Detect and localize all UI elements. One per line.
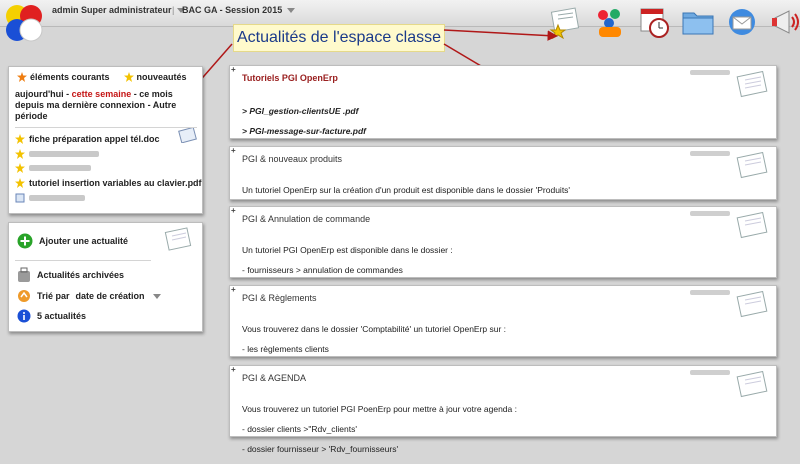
star-yellow-icon xyxy=(15,163,25,173)
date-label xyxy=(690,211,730,216)
expand-icon[interactable]: + xyxy=(231,365,236,374)
info-icon xyxy=(17,309,31,323)
news-line: Un tutoriel OpenErp sur la création d'un produit est disponible dans le dossier 'Produits' xyxy=(242,185,571,195)
period-separator: - xyxy=(66,89,70,99)
filter-new-label: nouveautés xyxy=(136,72,187,82)
date-label xyxy=(690,151,730,156)
newspaper-icon xyxy=(164,227,194,253)
news-line: - les règlements clients xyxy=(242,344,329,354)
news-count-label: 5 actualités xyxy=(37,311,87,321)
archives-label: Actualités archivées xyxy=(37,270,125,280)
news-line: Vous trouverez dans le dossier 'Comptabilité' un tutoriel OpenErp sur : xyxy=(242,324,507,334)
newspaper-icon xyxy=(736,371,770,399)
star-yellow-icon xyxy=(15,134,25,144)
file-item[interactable] xyxy=(15,193,85,203)
archive-bag-icon xyxy=(17,267,31,283)
period-week[interactable]: cette semaine xyxy=(71,89,132,99)
archives-link[interactable] xyxy=(17,267,124,283)
star-orange-icon xyxy=(17,72,27,82)
period-month[interactable]: ce mois xyxy=(139,89,173,99)
date-label xyxy=(690,70,730,75)
divider xyxy=(15,260,151,261)
news-line: - dossier clients >"Rdv_clients' xyxy=(242,424,357,434)
blurred-label xyxy=(29,195,85,201)
newspaper-icon xyxy=(736,291,770,319)
expand-icon[interactable]: + xyxy=(231,206,236,215)
filter-current-label: éléments courants xyxy=(30,72,110,82)
news-card[interactable] xyxy=(229,365,777,454)
date-label xyxy=(690,370,730,375)
news-body xyxy=(242,394,517,464)
filter-panel xyxy=(8,66,203,214)
news-line: - dossier fournisseur > 'Rdv_fournisseurs' xyxy=(242,444,399,454)
attachment-link[interactable]: > PGI-message-sur-facture.pdf xyxy=(242,126,366,136)
news-card[interactable] xyxy=(229,285,777,357)
filter-new[interactable] xyxy=(124,72,187,82)
sort-prefix: Trié par xyxy=(37,291,70,301)
chevron-down-icon xyxy=(153,294,161,299)
file-item[interactable] xyxy=(15,134,160,144)
add-news-button[interactable] xyxy=(17,233,128,249)
newspaper-icon xyxy=(736,152,770,180)
section-callout: Actualités de l'espace classe xyxy=(233,24,445,52)
blurred-label xyxy=(29,151,99,157)
period-separator: - xyxy=(147,100,151,110)
add-news-label: Ajouter une actualité xyxy=(39,236,129,246)
news-body xyxy=(242,175,570,205)
news-body xyxy=(242,96,366,146)
expand-icon[interactable]: + xyxy=(231,146,236,155)
session-name: BAC GA - Session 2015 xyxy=(182,5,283,15)
star-yellow-icon xyxy=(124,72,134,82)
user-name: admin Super administrateur xyxy=(52,5,172,15)
news-title: PGI & Règlements xyxy=(242,293,317,303)
expand-icon[interactable]: + xyxy=(231,285,236,294)
file-item[interactable] xyxy=(15,163,91,173)
blurred-label xyxy=(29,165,91,171)
date-label xyxy=(690,290,730,295)
attachment-link[interactable]: > PGI_gestion-clientsUE .pdf xyxy=(242,106,359,116)
star-yellow-icon xyxy=(15,149,25,159)
news-line: - fournisseurs > annulation de commandes xyxy=(242,265,403,275)
news-count xyxy=(17,309,86,323)
period-other-2[interactable]: période xyxy=(15,111,48,121)
news-card[interactable] xyxy=(229,146,777,200)
news-line: Un tutoriel PGI OpenErp est disponible dans le dossier : xyxy=(242,245,453,255)
filter-current[interactable] xyxy=(17,72,110,82)
file-label: fiche préparation appel tél.doc xyxy=(29,134,160,144)
newspaper-icon xyxy=(736,212,770,240)
newspaper-icon xyxy=(178,127,198,143)
divider: | xyxy=(172,5,175,15)
news-title: PGI & nouveaux produits xyxy=(242,154,343,164)
news-card[interactable] xyxy=(229,65,777,139)
star-yellow-icon xyxy=(15,178,25,188)
file-item[interactable] xyxy=(15,149,99,159)
newspaper-icon xyxy=(736,71,770,99)
document-icon xyxy=(15,193,25,203)
period-filter xyxy=(15,89,185,122)
sort-value: date de création xyxy=(75,291,145,301)
actions-panel xyxy=(8,222,203,332)
news-card[interactable] xyxy=(229,206,777,278)
sort-icon xyxy=(17,289,31,303)
sort-control[interactable] xyxy=(17,289,161,303)
period-other[interactable]: Autre xyxy=(152,100,177,110)
news-title: PGI & AGENDA xyxy=(242,373,307,383)
divider xyxy=(15,127,197,128)
period-since-last[interactable]: depuis ma dernière connexion xyxy=(15,100,146,110)
file-label: tutoriel insertion variables au clavier.pdf xyxy=(29,178,202,188)
period-today[interactable]: aujourd'hui xyxy=(15,89,64,99)
expand-icon[interactable]: + xyxy=(231,65,236,74)
filter-row xyxy=(17,72,187,82)
news-title: PGI & Annulation de commande xyxy=(242,214,371,224)
file-item[interactable] xyxy=(15,178,202,188)
news-title: Tutoriels PGI OpenErp xyxy=(242,73,338,83)
period-separator: - xyxy=(133,89,137,99)
plus-icon xyxy=(17,233,33,249)
news-line: Vous trouverez un tutoriel PGI PoenErp pour mettre à jour votre agenda : xyxy=(242,404,517,414)
